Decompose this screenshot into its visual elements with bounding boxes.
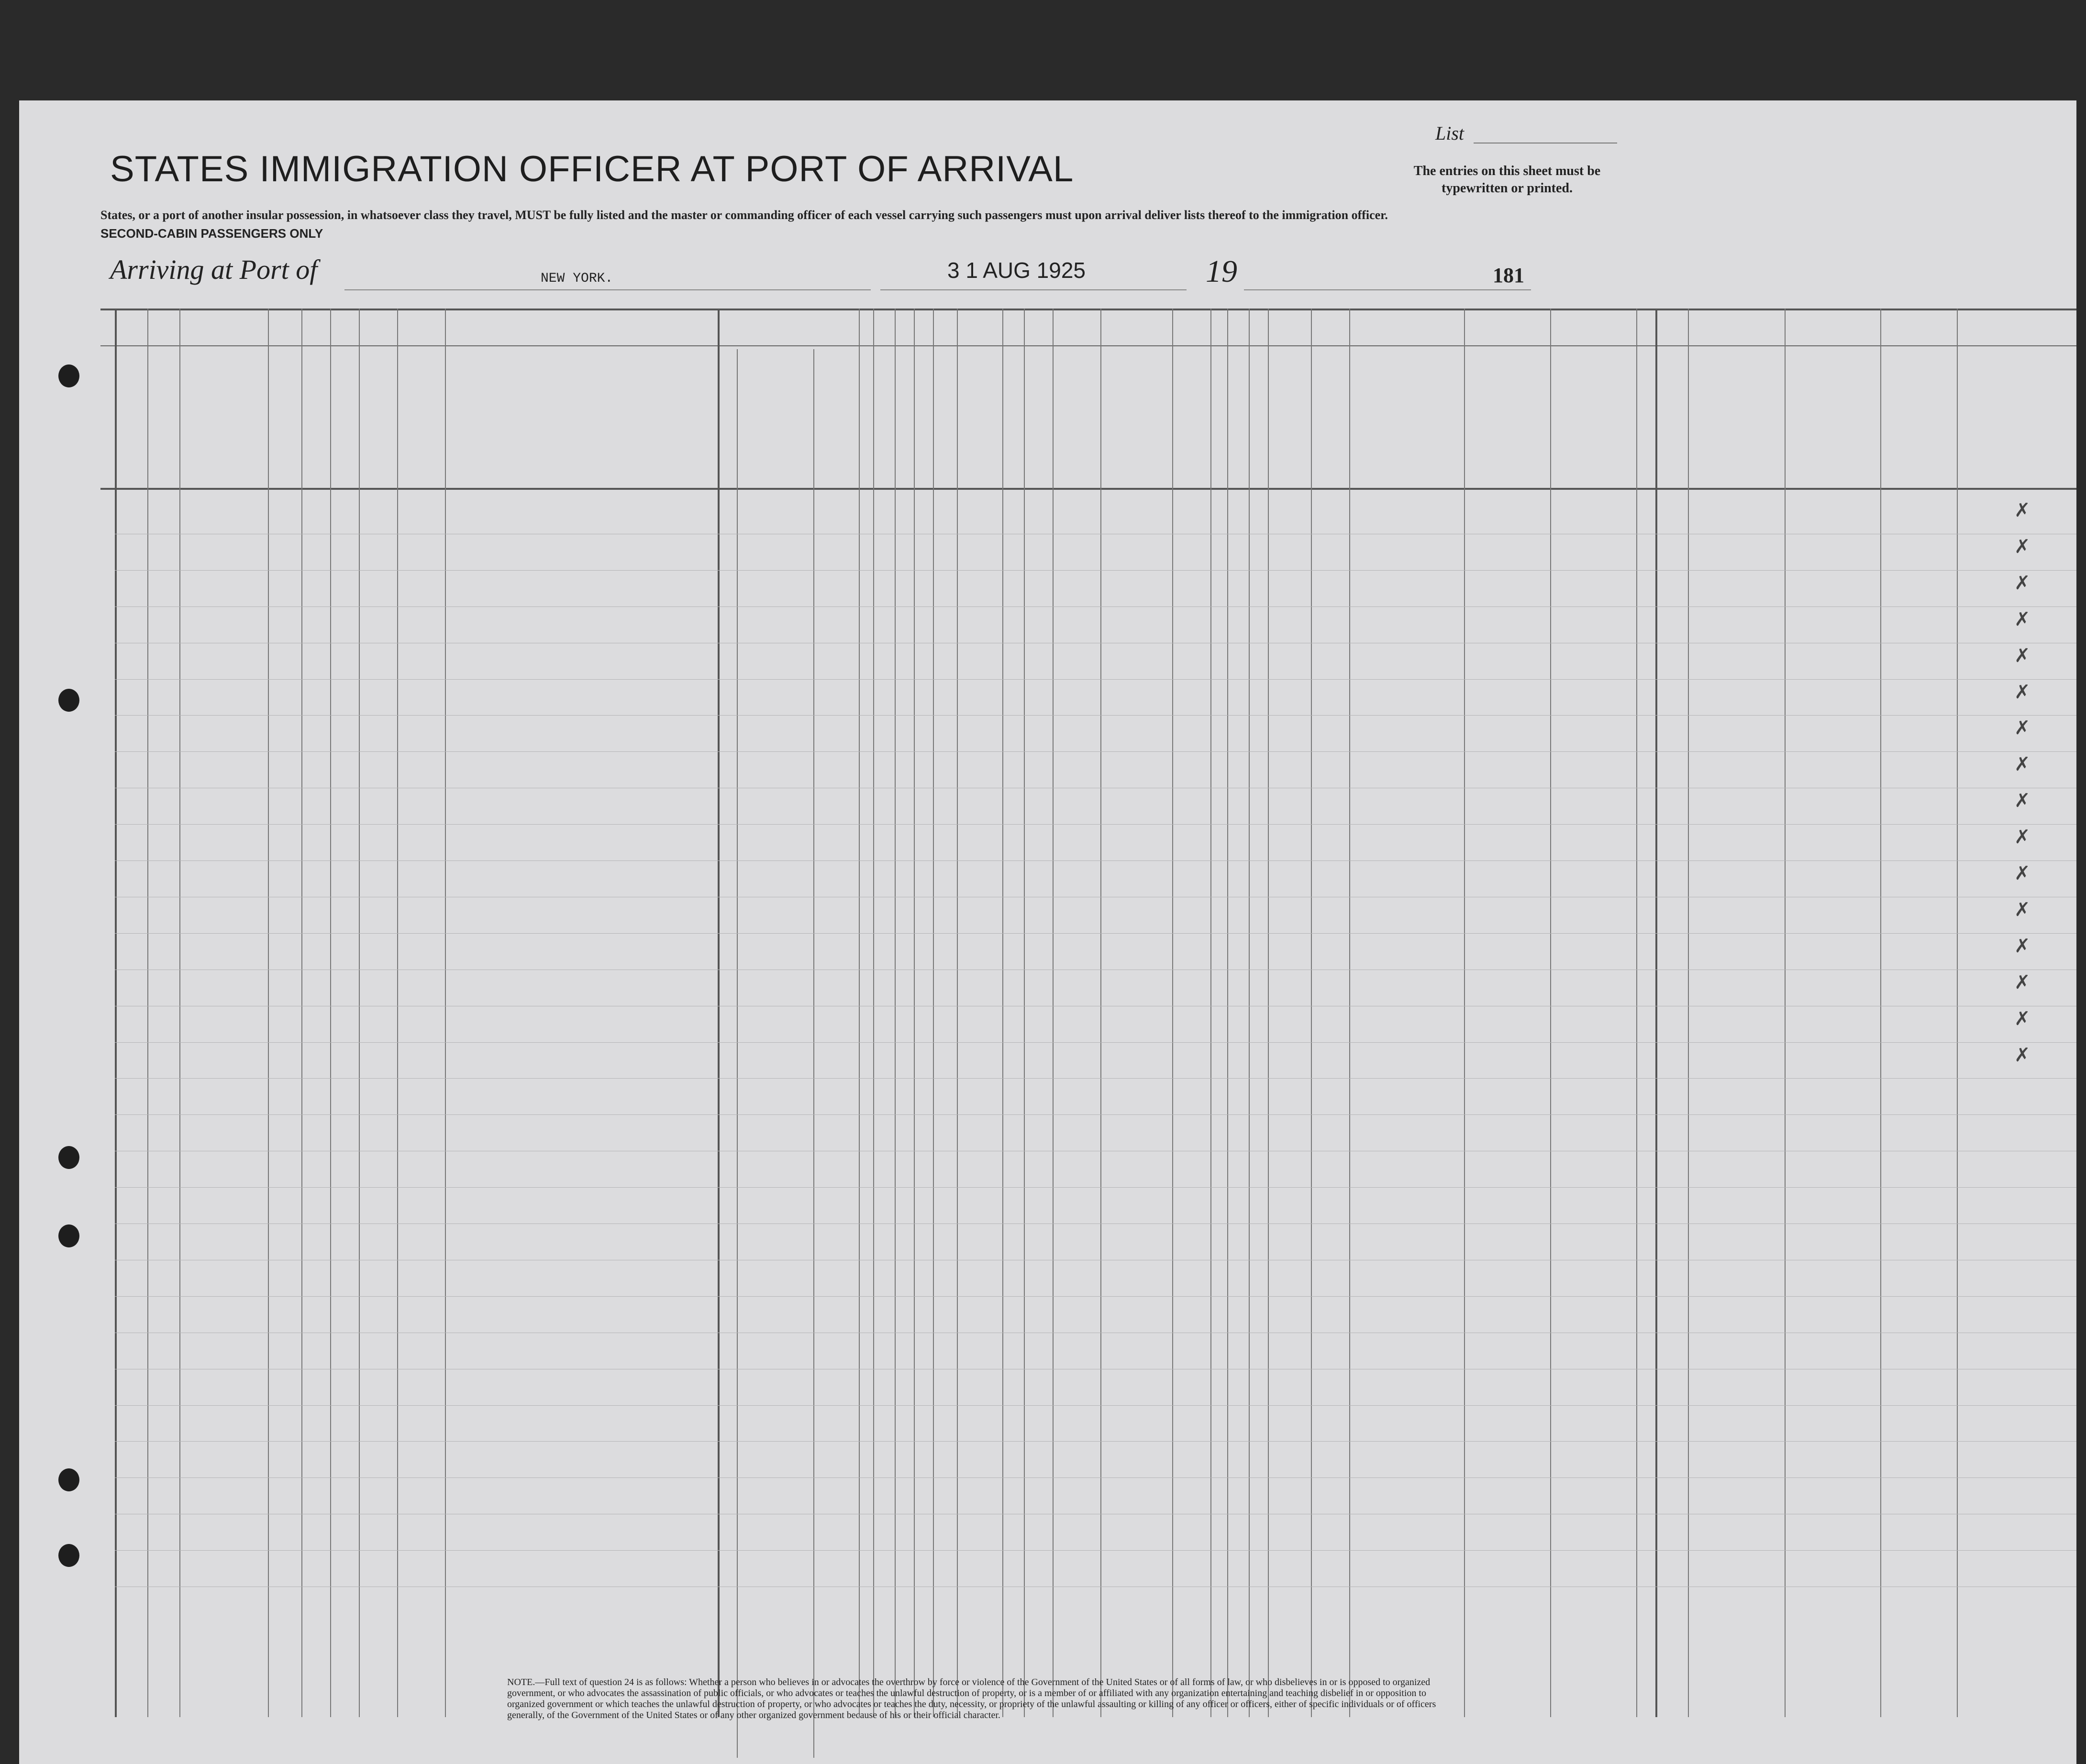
check-mark-icon: ✗ <box>2014 1007 2031 1030</box>
year-underline <box>1244 289 1531 290</box>
grid-column-line <box>179 309 180 1717</box>
check-mark-icon: ✗ <box>2014 608 2031 630</box>
grid-column-line <box>1311 309 1312 1717</box>
check-mark-icon: ✗ <box>2014 790 2031 812</box>
list-label: List <box>1435 122 1465 144</box>
grid-column-line <box>1002 309 1003 1717</box>
grid-column-line <box>813 349 814 1758</box>
page-number: 181 <box>1493 264 1524 287</box>
row-rule <box>115 1405 2076 1406</box>
punch-hole <box>58 1468 79 1491</box>
row-rule <box>115 1078 2076 1079</box>
check-mark-icon: ✗ <box>2014 971 2031 993</box>
grid-column-line <box>1349 309 1350 1717</box>
punch-hole <box>58 364 79 387</box>
year-prefix: 19 <box>1206 254 1237 289</box>
row-rule <box>115 1114 2076 1115</box>
port-underline <box>344 289 871 290</box>
check-mark-icon: ✗ <box>2014 935 2031 957</box>
punch-hole <box>58 1224 79 1247</box>
row-rule <box>115 751 2076 752</box>
grid-column-line <box>268 309 269 1717</box>
grid-column-line <box>1655 309 1657 1717</box>
grid-column-line <box>1249 309 1250 1717</box>
arriving-label: Arriving at Port of <box>110 254 318 285</box>
row-rule <box>115 570 2076 571</box>
row-rule <box>115 824 2076 825</box>
page-title: STATES IMMIGRATION OFFICER AT PORT OF ARRIVAL <box>110 149 1074 189</box>
row-rule <box>115 1187 2076 1188</box>
row-rule <box>115 679 2076 680</box>
check-mark-icon: ✗ <box>2014 862 2031 884</box>
rule-text: States, or a port of another insular possession, in whatsoever class they travel, MUST be fully listed and the master or commanding officer of each vessel carrying such passengers must upon arrival deliver lists thereof to the immigration officer. <box>100 208 1388 222</box>
grid-column-line <box>301 309 302 1717</box>
grid-column-line <box>1688 309 1689 1717</box>
check-mark-icon: ✗ <box>2014 826 2031 849</box>
row-rule <box>115 1042 2076 1043</box>
date-stamp: 3 1 AUG 1925 <box>947 258 1086 283</box>
punch-hole <box>58 689 79 712</box>
grid-column-line <box>445 309 446 1717</box>
grid-column-line <box>115 309 117 1717</box>
row-rule <box>115 715 2076 716</box>
grid-column-line <box>914 309 915 1717</box>
grid-column-line <box>397 309 398 1717</box>
grid-column-line <box>859 309 860 1717</box>
grid-column-line <box>1100 309 1101 1717</box>
grid-column-line <box>1227 309 1228 1717</box>
grid-column-line <box>147 309 148 1717</box>
row-rule <box>115 1296 2076 1297</box>
second-cabin-label: SECOND-CABIN PASSENGERS ONLY <box>100 226 323 241</box>
row-rule <box>115 933 2076 934</box>
grid-column-line <box>1024 309 1025 1717</box>
check-mark-icon: ✗ <box>2014 717 2031 739</box>
grid-column-line <box>873 309 874 1717</box>
check-mark-icon: ✗ <box>2014 753 2031 776</box>
grid-column-line <box>1957 309 1958 1717</box>
check-mark-icon: ✗ <box>2014 898 2031 921</box>
grid-column-line <box>330 309 331 1717</box>
row-rule <box>115 1441 2076 1442</box>
grid-column-line <box>718 309 720 1717</box>
grid-column-line <box>1172 309 1173 1717</box>
check-mark-icon: ✗ <box>2014 499 2031 521</box>
check-mark-icon: ✗ <box>2014 535 2031 558</box>
grid-column-line <box>1053 309 1054 1717</box>
grid-column-line <box>359 309 360 1717</box>
check-mark-icon: ✗ <box>2014 1044 2031 1066</box>
date-underline <box>880 289 1187 290</box>
grid-column-line <box>895 309 896 1717</box>
row-rule <box>115 1477 2076 1478</box>
grid-column-line <box>1636 309 1637 1717</box>
grid-column-line <box>737 349 738 1758</box>
footnote: NOTE.—Full text of question 24 is as follows: Whether a person who believes in or advocates the overthrow by force or violence of the Government of the United States or of all forms of law, or who disbelieves in or is opposed to organized government, or who advocates the assassination of public officials, or who advocates or teaches the unlawful destruction of property, or is a member of or affiliated with any organization entertaining and teaching disbelief in or opposition to organized government or which teaches the unlawful destruction of property, or who advocates or teaches the duty, necessity, or propriety of the unlawful assaulting or killing of any officer or officers, either of specific individuals or of officers generally, of the Government of the United States or of any other organized government because of his or their official character. <box>507 1677 1436 1720</box>
punch-hole <box>58 1544 79 1567</box>
port-name: NEW YORK. <box>541 271 613 286</box>
manifest-sheet <box>19 100 2076 1764</box>
entries-note: The entries on this sheet must be typewritten or printed. <box>1413 164 1601 196</box>
grid-column-line <box>957 309 958 1717</box>
grid-column-line <box>1785 309 1786 1717</box>
grid-column-line <box>1464 309 1465 1717</box>
grid-column-line <box>1880 309 1881 1717</box>
grid-column-line <box>933 309 934 1717</box>
grid-column-line <box>1210 309 1211 1717</box>
check-mark-icon: ✗ <box>2014 681 2031 703</box>
grid-column-line <box>1550 309 1551 1717</box>
row-rule <box>115 606 2076 607</box>
row-rule <box>115 860 2076 861</box>
check-mark-icon: ✗ <box>2014 644 2031 667</box>
grid-column-line <box>1268 309 1269 1717</box>
check-mark-icon: ✗ <box>2014 572 2031 594</box>
punch-hole <box>58 1146 79 1169</box>
row-rule <box>115 1550 2076 1551</box>
